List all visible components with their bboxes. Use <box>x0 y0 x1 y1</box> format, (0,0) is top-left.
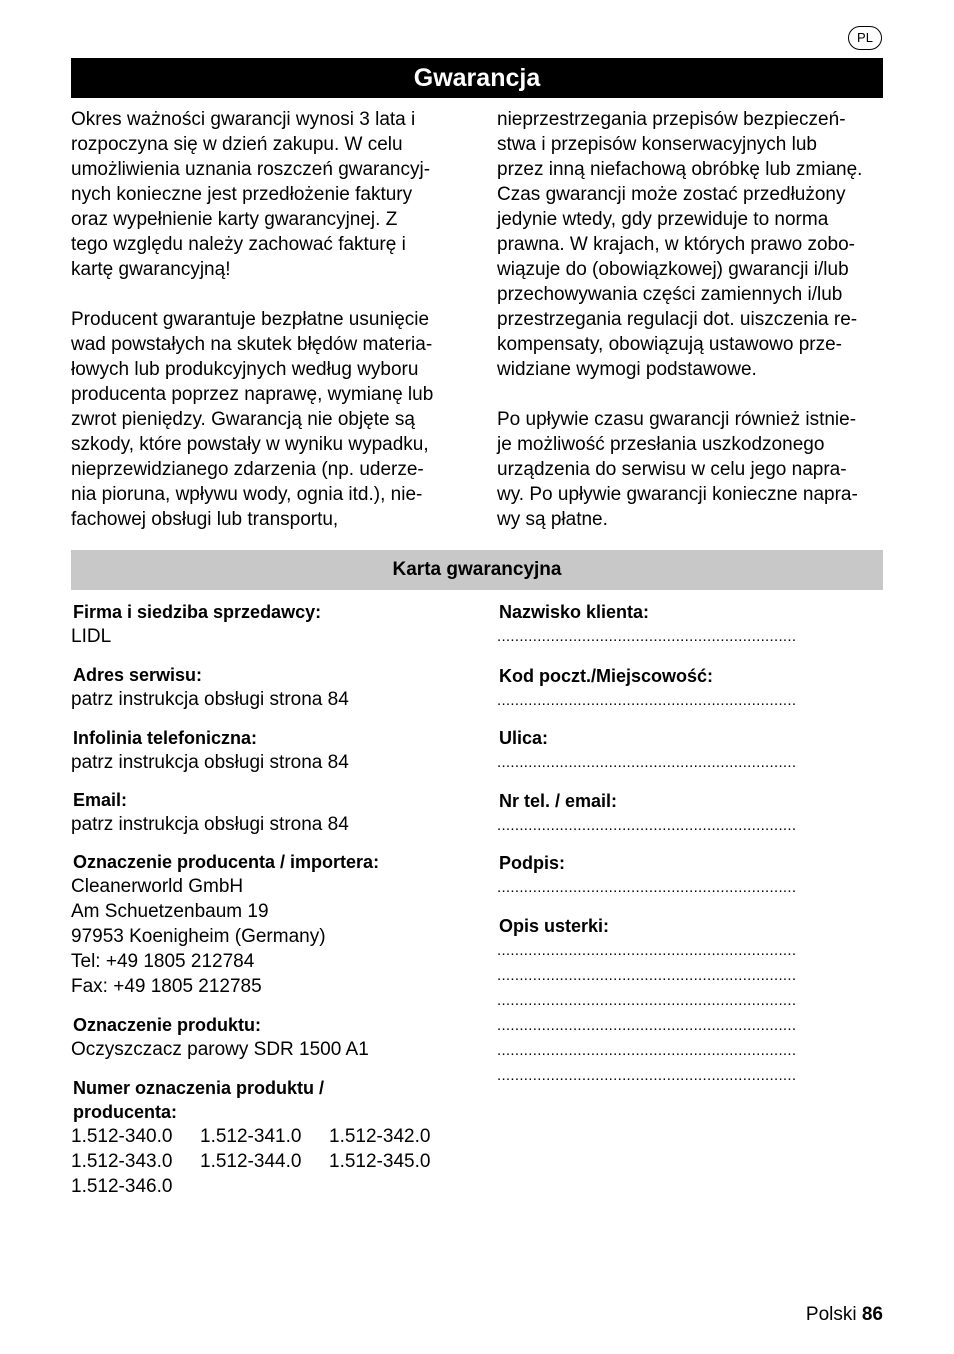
text-line: rozpoczyna się w dzień zakupu. W celu <box>71 134 403 155</box>
product-number: 1.512-341.0 <box>200 1126 302 1147</box>
field-value: 97953 Koenigheim (Germany) <box>71 926 326 947</box>
text-line: jedynie wtedy, gdy przewiduje to norma <box>497 209 829 230</box>
text-line: wy są płatne. <box>497 509 608 530</box>
text-line: oraz wypełnienie karty gwarancyjnej. Z <box>71 209 398 230</box>
field-label: Kod poczt./Miejscowość: <box>499 666 714 686</box>
text-line: kompensaty, obowiązują ustawowo prze- <box>497 334 842 355</box>
field-value: LIDL <box>71 626 112 647</box>
form-field <box>497 851 796 900</box>
text-line: widziane wymogi podstawowe. <box>497 359 757 380</box>
field-label: Numer oznaczenia produktu / <box>73 1078 325 1098</box>
fill-in-line[interactable]: ................................................................... <box>497 692 797 709</box>
field-value: Oczyszczacz parowy SDR 1500 A1 <box>71 1039 369 1060</box>
product-number-row <box>71 1174 458 1199</box>
text-line: Okres ważności gwarancji wynosi 3 lata i <box>71 109 416 130</box>
text-line: przez inną niefachową obróbkę lub zmianę. <box>497 159 863 180</box>
product-number-row <box>71 1124 458 1149</box>
field-label: Oznaczenie producenta / importera: <box>73 852 380 872</box>
field-label: Firma i siedziba sprzedawcy: <box>73 602 322 622</box>
fill-in-line[interactable]: ................................................................... <box>497 879 797 896</box>
field-label: Nr tel. / email: <box>499 791 618 811</box>
form-field <box>497 600 796 649</box>
fill-in-line[interactable]: ................................................................... <box>497 967 797 984</box>
form-field <box>71 726 349 775</box>
text-line: nych konieczne jest przedłożenie faktury <box>71 184 413 205</box>
text-line: nieprzewidzianego zdarzenia (np. uderze- <box>71 459 424 480</box>
text-line: kartę gwarancyjną! <box>71 259 231 280</box>
page-number: 86 <box>861 1304 883 1325</box>
field-label: producenta: <box>73 1102 178 1122</box>
text-line: nia pioruna, wpływu wody, ognia itd.), nie- <box>71 484 423 505</box>
field-value: Am Schuetzenbaum 19 <box>71 901 269 922</box>
footer-language: Polski <box>805 1304 857 1325</box>
text-line: prawna. W krajach, w których prawo zobo- <box>497 234 855 255</box>
form-field <box>497 914 796 1088</box>
text-line: urządzenia do serwisu w celu jego napra- <box>497 459 847 480</box>
fill-in-line[interactable]: ................................................................... <box>497 817 797 834</box>
form-field <box>71 788 349 837</box>
page-footer <box>806 1304 883 1326</box>
warranty-text-right-column <box>497 107 897 532</box>
page-title: Gwarancja <box>71 58 883 98</box>
warranty-card-title: Karta gwarancyjna <box>71 550 883 590</box>
field-label: Opis usterki: <box>499 916 610 936</box>
field-label: Ulica: <box>499 728 549 748</box>
form-field <box>71 663 349 712</box>
field-value: Tel: +49 1805 212784 <box>71 951 255 972</box>
text-line: zwrot pieniędzy. Gwarancją nie objęte są <box>71 409 415 430</box>
text-line: tego względu należy zachować fakturę i <box>71 234 406 255</box>
paragraph-gap <box>497 382 897 407</box>
text-line: nieprzestrzegania przepisów bezpieczeń- <box>497 109 846 130</box>
product-numbers-field <box>71 1076 458 1199</box>
fill-in-line[interactable]: ................................................................... <box>497 1017 797 1034</box>
field-label: Oznaczenie produktu: <box>73 1015 262 1035</box>
fill-in-line[interactable]: ................................................................... <box>497 754 797 771</box>
product-number: 1.512-346.0 <box>71 1176 173 1197</box>
form-field <box>71 600 321 649</box>
form-field <box>71 850 379 999</box>
field-value: Cleanerworld GmbH <box>71 876 244 897</box>
text-line: łowych lub produkcyjnych według wyboru <box>71 359 419 380</box>
warranty-text-left-column <box>71 107 471 532</box>
field-label: Adres serwisu: <box>73 665 203 685</box>
fill-in-line[interactable]: ................................................................... <box>497 992 797 1009</box>
text-line: Producent gwarantuje bezpłatne usunięcie <box>71 309 430 330</box>
field-label: Email: <box>73 790 128 810</box>
text-line: producenta poprzez naprawę, wymianę lub <box>71 384 434 405</box>
text-line: stwa i przepisów konserwacyjnych lub <box>497 134 817 155</box>
product-number: 1.512-340.0 <box>71 1126 173 1147</box>
text-line: fachowej obsługi lub transportu, <box>71 509 339 530</box>
text-line: wad powstałych na skutek błędów materia- <box>71 334 433 355</box>
field-label: Nazwisko klienta: <box>499 602 650 622</box>
field-label: Podpis: <box>499 853 565 873</box>
text-line: umożliwienia uznania roszczeń gwarancyj- <box>71 159 431 180</box>
field-value: patrz instrukcja obsługi strona 84 <box>71 689 349 710</box>
product-number: 1.512-343.0 <box>71 1151 173 1172</box>
product-number: 1.512-345.0 <box>329 1151 431 1172</box>
field-value: patrz instrukcja obsługi strona 84 <box>71 752 349 773</box>
product-number-row <box>71 1149 458 1174</box>
text-line: szkody, które powstały w wyniku wypadku, <box>71 434 429 455</box>
form-field <box>497 726 796 775</box>
form-field <box>497 664 796 713</box>
product-number: 1.512-344.0 <box>200 1151 302 1172</box>
text-line: przechowywania części zamiennych i/lub <box>497 284 843 305</box>
text-line: Po upływie czasu gwarancji również istnie- <box>497 409 857 430</box>
text-line: Czas gwarancji może zostać przedłużony <box>497 184 846 205</box>
fill-in-line[interactable]: ................................................................... <box>497 1042 797 1059</box>
language-badge: PL <box>848 26 882 50</box>
text-line: wiązuje do (obowiązkowej) gwarancji i/lub <box>497 259 849 280</box>
field-label: Infolinia telefoniczna: <box>73 728 258 748</box>
fill-in-line[interactable]: ................................................................... <box>497 942 797 959</box>
fill-in-line[interactable]: ................................................................... <box>497 1067 797 1084</box>
fill-in-line[interactable]: ................................................................... <box>497 628 797 645</box>
text-line: przestrzegania regulacji dot. uiszczenia re- <box>497 309 858 330</box>
form-field <box>497 789 796 838</box>
text-line: je możliwość przesłania uszkodzonego <box>497 434 825 455</box>
field-value: Fax: +49 1805 212785 <box>71 976 262 997</box>
product-number: 1.512-342.0 <box>329 1126 431 1147</box>
text-line: wy. Po upływie gwarancji konieczne napra- <box>497 484 858 505</box>
form-field <box>71 1013 369 1062</box>
field-value: patrz instrukcja obsługi strona 84 <box>71 814 349 835</box>
paragraph-gap <box>71 282 471 307</box>
